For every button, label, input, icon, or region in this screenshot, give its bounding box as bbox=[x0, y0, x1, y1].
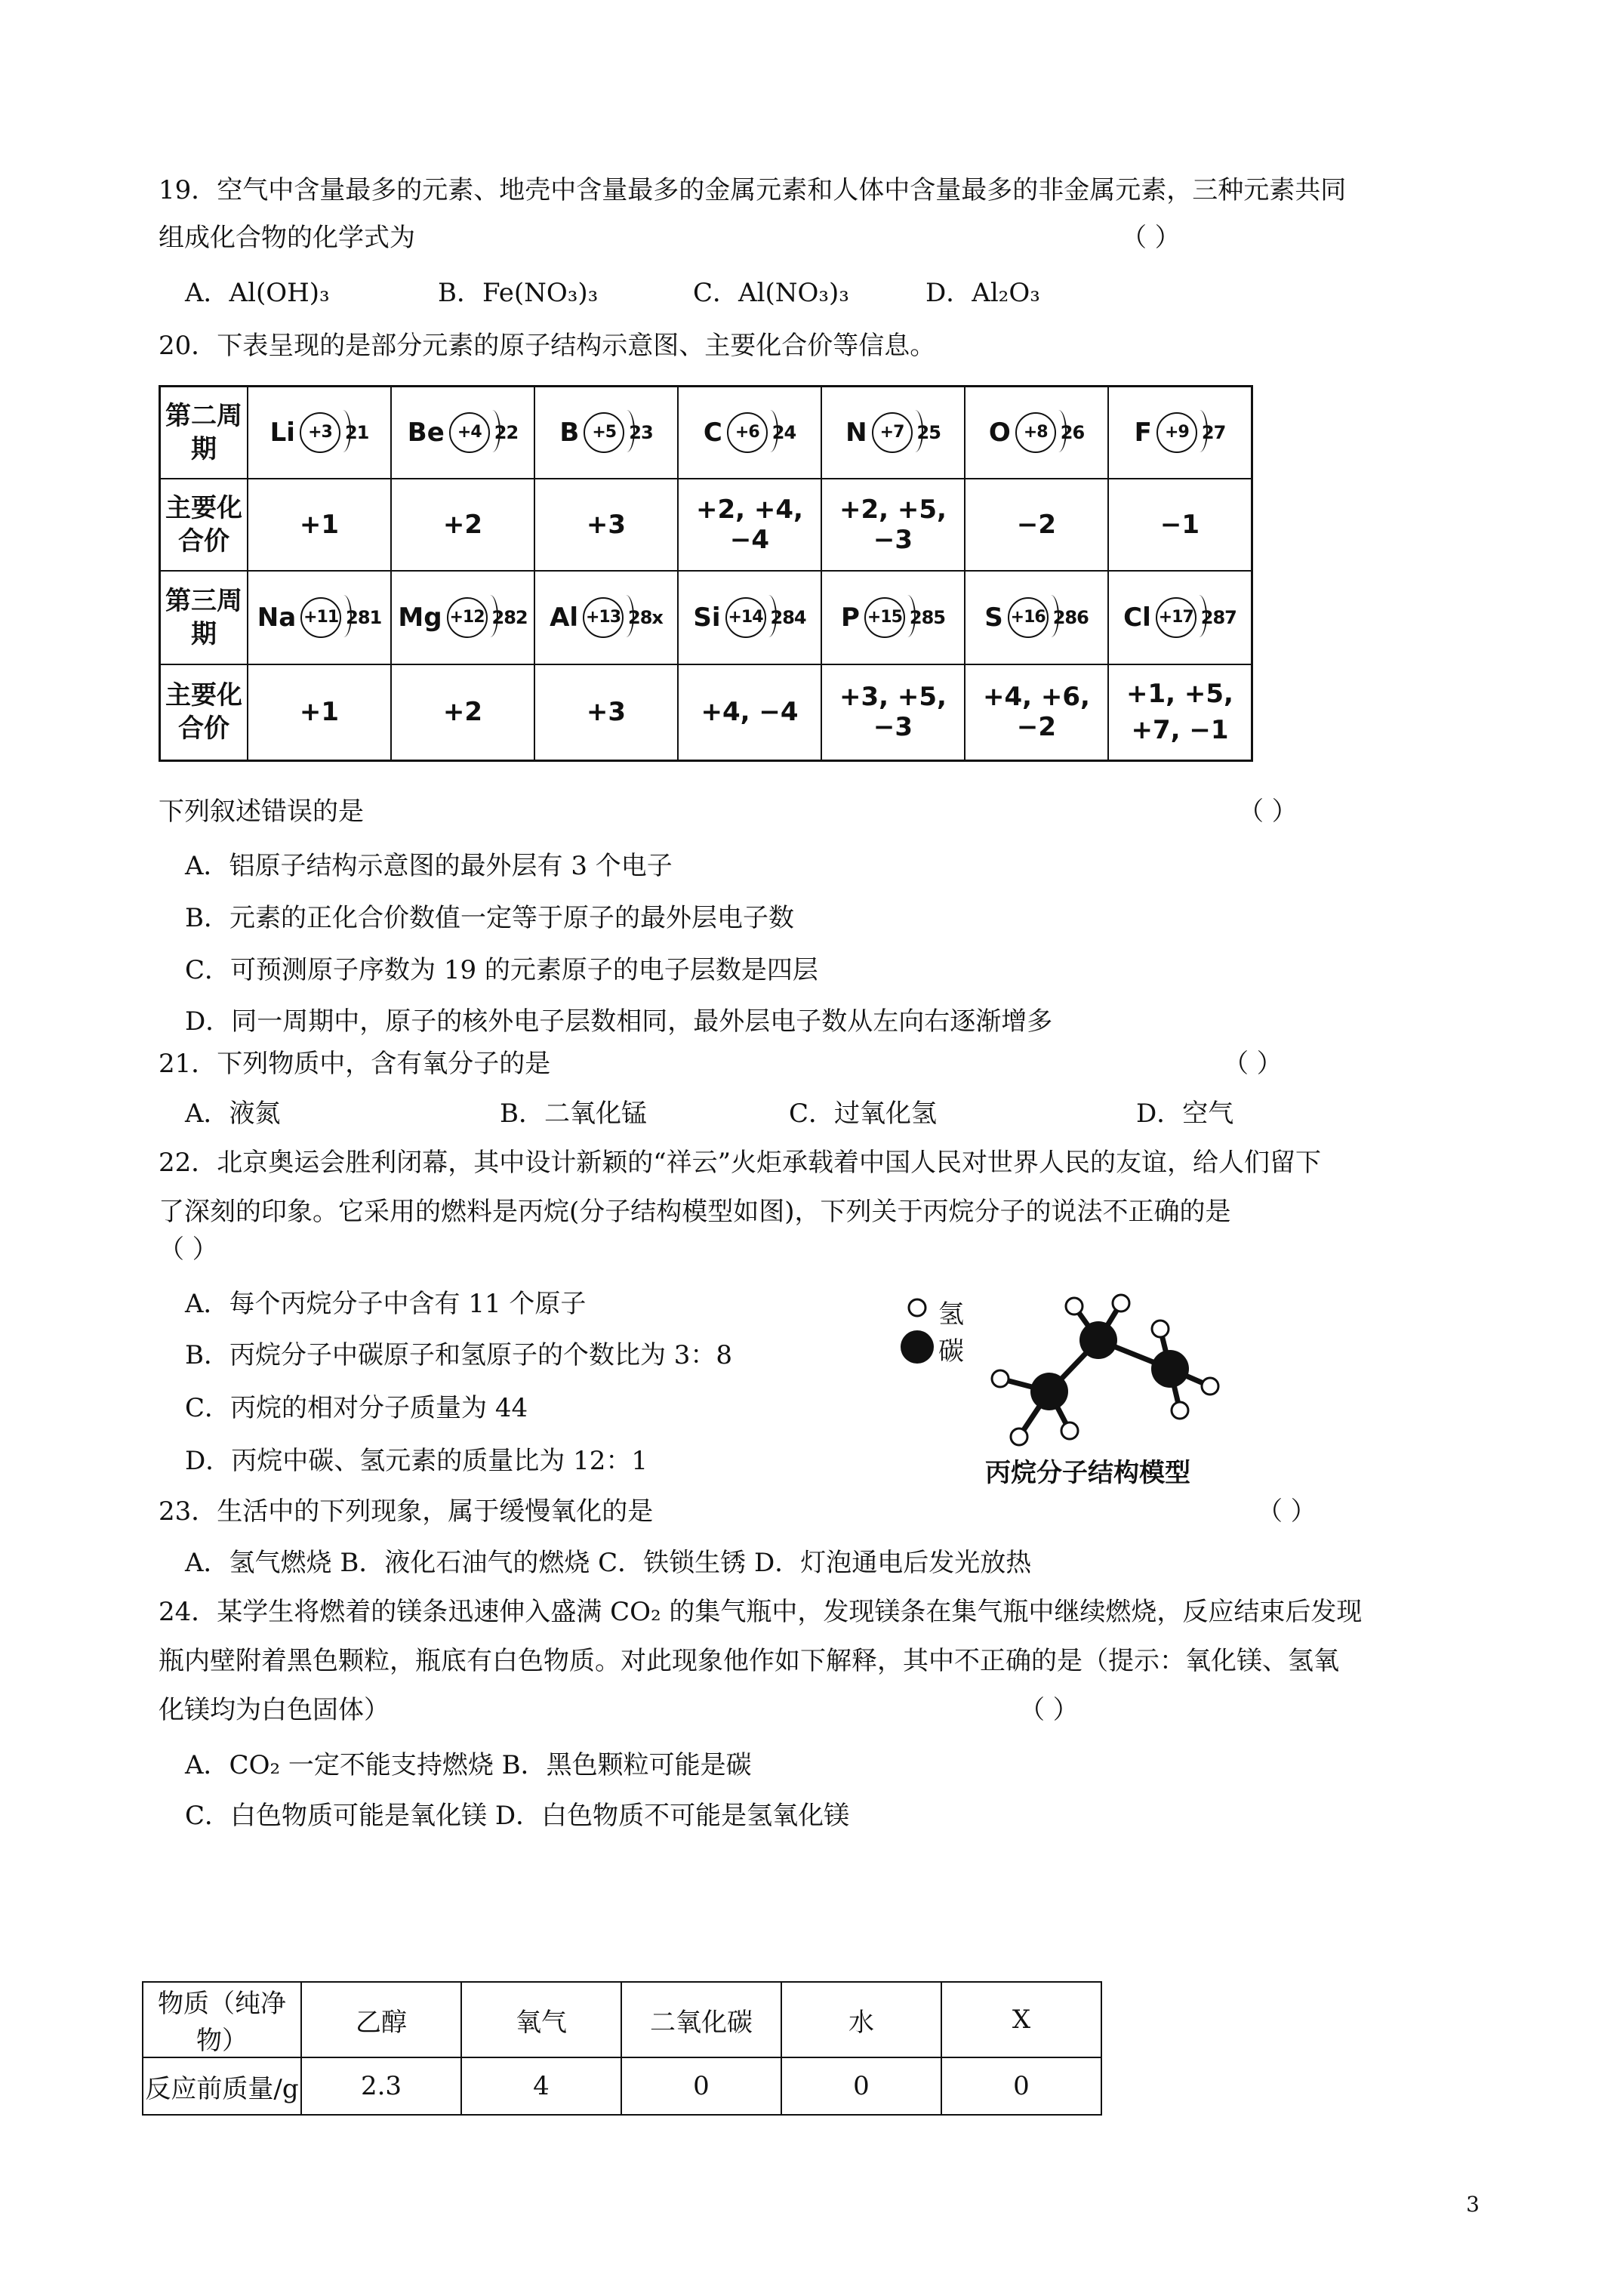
mass-value-cell: 0 bbox=[941, 2057, 1101, 2115]
valence3-header: 主要化合价 bbox=[160, 664, 248, 761]
electron-shells: 285 bbox=[909, 606, 946, 628]
element-symbol: B bbox=[559, 417, 580, 448]
mass-header-cell: 氧气 bbox=[461, 1982, 621, 2057]
q23-answer-paren: （ ） bbox=[1257, 1496, 1317, 1527]
periodic-info-table bbox=[159, 385, 1253, 762]
q22-option-d: D．丙烷中碳、氢元素的质量比为 12：1 bbox=[185, 1446, 648, 1476]
nucleus-circle: +17 bbox=[1156, 597, 1196, 638]
electron-shells: 21 bbox=[344, 421, 369, 443]
valence-cell: +1 bbox=[248, 479, 391, 571]
valence-cell: +4, +6, −2 bbox=[965, 664, 1108, 761]
q24-options-ab: A．CO₂ 一定不能支持燃烧 B．黑色颗粒可能是碳 bbox=[185, 1750, 752, 1780]
q19-option-c: C．Al(NO₃)₃ bbox=[693, 278, 849, 308]
cell-s bbox=[965, 571, 1108, 664]
mass-table-header-row bbox=[143, 1982, 1101, 2057]
q24-line1: 24．某学生将燃着的镁条迅速伸入盛满 CO₂ 的集气瓶中，发现镁条在集气瓶中继续燃烧，反应结束后发现 bbox=[159, 1597, 1363, 1627]
mass-table bbox=[142, 1981, 1102, 2116]
q19-option-a: A．Al(OH)₃ bbox=[185, 278, 330, 308]
cell-na bbox=[248, 571, 391, 664]
q20-answer-paren: （ ） bbox=[1238, 797, 1298, 827]
valence-cell: +2 bbox=[391, 664, 534, 761]
nucleus-circle: +15 bbox=[864, 597, 905, 638]
element-symbol: C bbox=[703, 417, 722, 448]
nucleus-circle: +11 bbox=[300, 597, 341, 638]
electron-shells: 281 bbox=[346, 606, 382, 628]
q22-option-b: B．丙烷分子中碳原子和氢原子的个数比为 3：8 bbox=[185, 1340, 733, 1370]
element-symbol: O bbox=[988, 417, 1011, 448]
electron-shells: 286 bbox=[1052, 606, 1089, 628]
electron-shells: 26 bbox=[1060, 421, 1085, 443]
cell-be bbox=[391, 387, 534, 479]
cell-al bbox=[534, 571, 678, 664]
q21-answer-paren: （ ） bbox=[1223, 1049, 1283, 1079]
valence-cell: +1, +5, +7, −1 bbox=[1108, 664, 1252, 761]
cell-li bbox=[248, 387, 391, 479]
q24-line3: 化镁均为白色固体） bbox=[159, 1695, 390, 1725]
cell-mg bbox=[391, 571, 534, 664]
carbon-legend-icon bbox=[901, 1330, 934, 1364]
electron-shells: 24 bbox=[771, 421, 796, 443]
element-symbol: Cl bbox=[1123, 602, 1151, 633]
mass-header-cell: 二氧化碳 bbox=[621, 1982, 781, 2057]
valence-cell: +1 bbox=[248, 664, 391, 761]
nucleus-circle: +7 bbox=[872, 412, 913, 453]
mass-table-data-row bbox=[143, 2057, 1101, 2115]
propane-model-caption: 丙烷分子结构模型 bbox=[985, 1458, 1190, 1488]
element-symbol: Al bbox=[550, 602, 579, 633]
electron-shells: 284 bbox=[770, 606, 806, 628]
period3-row bbox=[160, 571, 1252, 664]
valence2-row bbox=[160, 479, 1252, 571]
valence-cell: +2 bbox=[391, 479, 534, 571]
element-symbol: Si bbox=[693, 602, 721, 633]
q20-option-a: A．铝原子结构示意图的最外层有 3 个电子 bbox=[185, 851, 673, 881]
cell-c bbox=[678, 387, 821, 479]
q19-line1: 19．空气中含量最多的元素、地壳中含量最多的金属元素和人体中含量最多的非金属元素，三种元素共同 bbox=[159, 175, 1347, 205]
page-number: 3 bbox=[1466, 2192, 1480, 2217]
nucleus-circle: +5 bbox=[584, 412, 624, 453]
electron-shells: 22 bbox=[494, 421, 519, 443]
mass-value-cell: 2.3 bbox=[301, 2057, 461, 2115]
q24-line2: 瓶内壁附着黑色颗粒，瓶底有白色物质。对此现象他作如下解释，其中不正确的是（提示：氧化镁、氢氧 bbox=[159, 1646, 1339, 1676]
electron-shells: 25 bbox=[916, 421, 941, 443]
valence-cell: +2, +4, −4 bbox=[678, 479, 821, 571]
q21-option-b: B．二氧化锰 bbox=[500, 1099, 647, 1129]
q19-line2: 组成化合物的化学式为 bbox=[159, 223, 415, 253]
q21-stem: 21．下列物质中，含有氧分子的是 bbox=[159, 1049, 551, 1079]
q22-line3: （ ） bbox=[159, 1234, 218, 1265]
element-symbol: S bbox=[984, 602, 1003, 633]
cell-f bbox=[1108, 387, 1252, 479]
hydrogen-legend-icon bbox=[909, 1299, 925, 1316]
valence2-header: 主要化合价 bbox=[160, 479, 248, 571]
nucleus-circle: +9 bbox=[1156, 412, 1197, 453]
element-symbol: Na bbox=[257, 602, 297, 633]
q19-answer-paren: （ ） bbox=[1121, 223, 1181, 253]
propane-model-figure bbox=[895, 1274, 1242, 1490]
q19-option-b: B．Fe(NO₃)₃ bbox=[438, 278, 599, 308]
nucleus-circle: +4 bbox=[449, 412, 490, 453]
electron-shells: 23 bbox=[629, 421, 653, 443]
cell-b bbox=[534, 387, 678, 479]
element-symbol: Li bbox=[269, 417, 295, 448]
cell-cl bbox=[1108, 571, 1252, 664]
mass-header-cell: 乙醇 bbox=[301, 1982, 461, 2057]
q22-option-c: C．丙烷的相对分子质量为 44 bbox=[185, 1393, 528, 1423]
valence-cell: −1 bbox=[1108, 479, 1252, 571]
q21-option-a: A．液氮 bbox=[185, 1099, 281, 1129]
q19-option-d: D．Al₂O₃ bbox=[925, 278, 1040, 308]
q22-line1: 22．北京奥运会胜利闭幕，其中设计新颖的“祥云”火炬承载着中国人民对世界人民的友谊，给人们留下 bbox=[159, 1148, 1322, 1178]
nucleus-circle: +13 bbox=[583, 597, 624, 638]
legend-carbon-label: 碳 bbox=[938, 1336, 964, 1367]
cell-si bbox=[678, 571, 821, 664]
valence-cell: +3 bbox=[534, 479, 678, 571]
electron-shells: 282 bbox=[491, 606, 528, 628]
q20-stem: 20．下表呈现的是部分元素的原子结构示意图、主要化合价等信息。 bbox=[159, 331, 936, 361]
electron-shells: 287 bbox=[1200, 606, 1236, 628]
nucleus-circle: +16 bbox=[1008, 597, 1049, 638]
nucleus-circle: +14 bbox=[725, 597, 766, 638]
cell-n bbox=[821, 387, 965, 479]
valence-cell: +4, −4 bbox=[678, 664, 821, 761]
electron-shells: 28x bbox=[628, 606, 663, 628]
mass-value-cell: 4 bbox=[461, 2057, 621, 2115]
nucleus-circle: +8 bbox=[1015, 412, 1056, 453]
q21-option-d: D．空气 bbox=[1136, 1099, 1234, 1129]
q21-option-c: C．过氧化氢 bbox=[789, 1099, 938, 1129]
q24-options-cd: C．白色物质可能是氧化镁 D．白色物质不可能是氢氧化镁 bbox=[185, 1801, 850, 1831]
mass-header-cell: 物质（纯净物） bbox=[143, 1982, 301, 2057]
element-symbol: F bbox=[1134, 417, 1152, 448]
q20-option-b: B．元素的正化合价数值一定等于原子的最外层电子数 bbox=[185, 903, 794, 933]
period2-row bbox=[160, 387, 1252, 479]
mass-value-cell: 0 bbox=[781, 2057, 941, 2115]
q20-option-c: C．可预测原子序数为 19 的元素原子的电子层数是四层 bbox=[185, 955, 818, 985]
element-symbol: Mg bbox=[398, 602, 442, 633]
q20-option-d: D．同一周期中，原子的核外电子层数相同，最外层电子数从左向右逐渐增多 bbox=[185, 1006, 1053, 1037]
valence-cell: −2 bbox=[965, 479, 1108, 571]
cell-p bbox=[821, 571, 965, 664]
valence-cell: +3, +5, −3 bbox=[821, 664, 965, 761]
element-symbol: Be bbox=[407, 417, 445, 448]
valence-cell: +2, +5, −3 bbox=[821, 479, 965, 571]
nucleus-circle: +12 bbox=[447, 597, 488, 638]
q22-line2: 了深刻的印象。它采用的燃料是丙烷(分子结构模型如图)，下列关于丙烷分子的说法不正确的是 bbox=[159, 1197, 1231, 1227]
mass-value-cell: 0 bbox=[621, 2057, 781, 2115]
valence-cell: +3 bbox=[534, 664, 678, 761]
cell-o bbox=[965, 387, 1108, 479]
q22-option-a: A．每个丙烷分子中含有 11 个原子 bbox=[185, 1289, 587, 1319]
element-symbol: P bbox=[840, 602, 860, 633]
mass-row-label: 反应前质量/g bbox=[143, 2057, 301, 2115]
nucleus-circle: +6 bbox=[727, 412, 768, 453]
electron-shells: 27 bbox=[1201, 421, 1226, 443]
q20-ask: 下列叙述错误的是 bbox=[159, 797, 364, 827]
legend-hydrogen-label: 氢 bbox=[938, 1299, 964, 1330]
mass-header-cell: 水 bbox=[781, 1982, 941, 2057]
period2-header: 第二周期 bbox=[160, 387, 248, 479]
q24-answer-paren: （ ） bbox=[1019, 1695, 1079, 1725]
element-symbol: N bbox=[845, 417, 867, 448]
mass-header-cell: X bbox=[941, 1982, 1101, 2057]
nucleus-circle: +3 bbox=[300, 412, 340, 453]
valence3-row bbox=[160, 664, 1252, 761]
q23-stem: 23．生活中的下列现象，属于缓慢氧化的是 bbox=[159, 1496, 654, 1527]
q23-options: A．氢气燃烧 B．液化石油气的燃烧 C．铁锁生锈 D．灯泡通电后发光放热 bbox=[185, 1548, 1032, 1578]
period3-header: 第三周期 bbox=[160, 571, 248, 664]
